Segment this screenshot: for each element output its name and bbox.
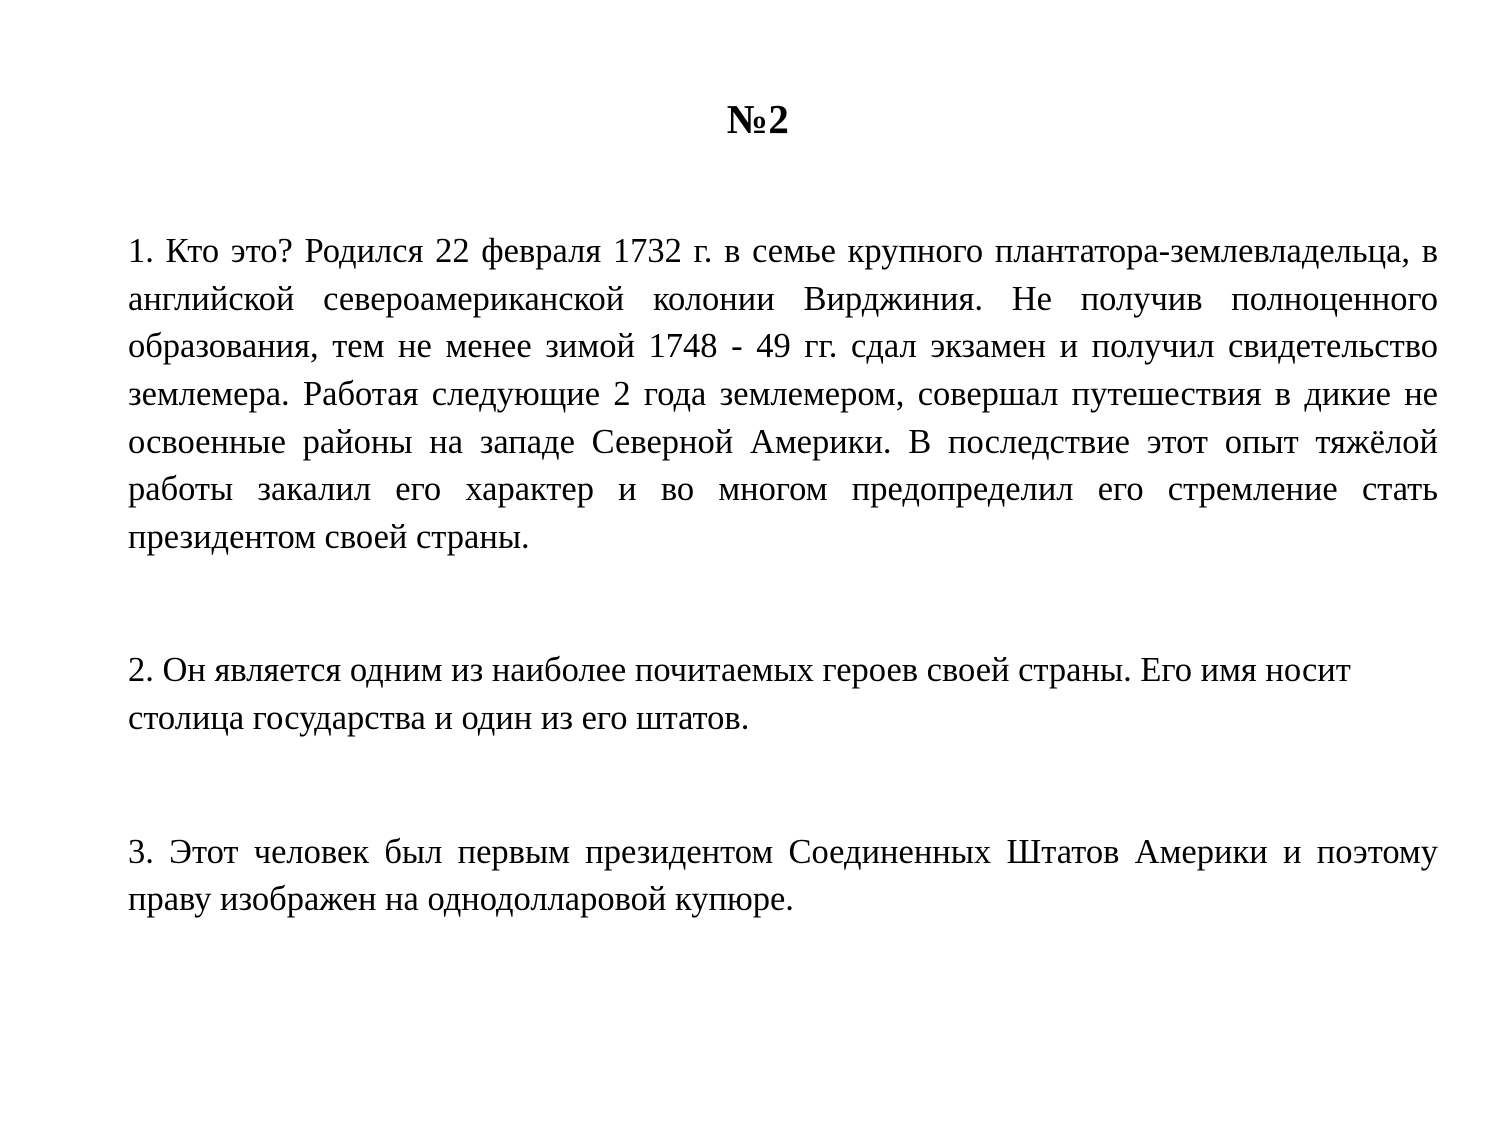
- paragraph-3: 3. Этот человек был первым президентом Соединенных Штатов Америки и поэтому праву изображен на однодолларовой купюре.: [128, 832, 1438, 919]
- page-title: №2: [726, 96, 790, 142]
- paragraph-1: 1. Кто это? Родился 22 февраля 1732 г. в семье крупного плантатора-землевладельца, в английской североамериканской колонии Вирджиния. Не получив полноценного образования, тем не менее зимой 1748 - 49 гг. сдал экзамен и получил свидетельство землемера. Работая следующие 2 года землемером, совершал путешествия в дикие не освоенные районы на западе Северной Америки. В последствие этот опыт тяжёлой работы закалил его характер и во многом предопределил его стремление стать президентом своей страны.: [128, 232, 1438, 556]
- paragraph-2: 2. Он является одним из наиболее почитаемых героев своей страны. Его имя носит столица государства и один из его штатов.: [128, 651, 1351, 738]
